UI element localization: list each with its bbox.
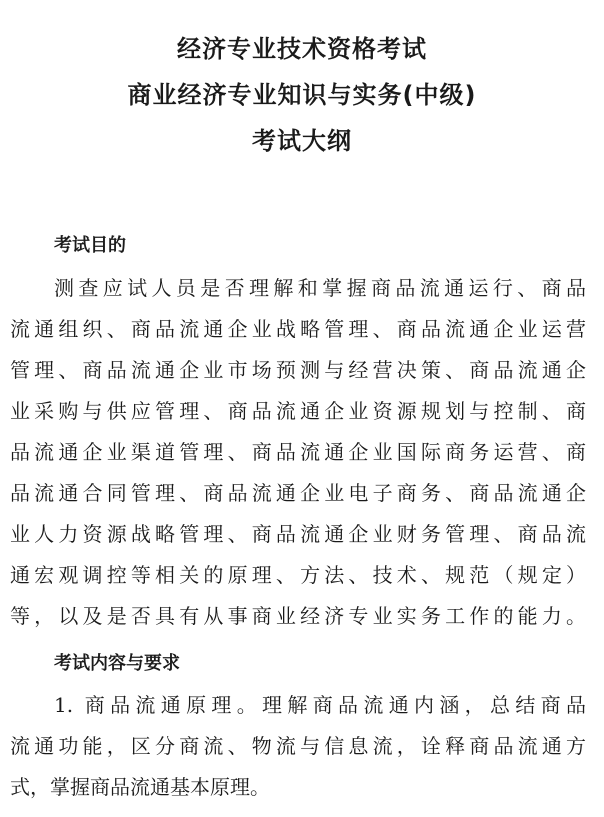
section-heading-content: 考试内容与要求 — [54, 653, 180, 674]
paragraph-line: 式，掌握商品流通基本原理。 — [10, 775, 270, 799]
paragraph-line: 1. 商品流通原理。理解商品流通内涵，总结商品 — [54, 693, 586, 717]
paragraph-line: 品流通合同管理、商品流通企业电子商务、商品流通企 — [10, 481, 586, 505]
section-heading-purpose: 考试目的 — [54, 235, 126, 256]
paragraph-line: 管理、商品流通企业市场预测与经营决策、商品流通企 — [10, 358, 586, 382]
title-line-1: 经济专业技术资格考试 — [177, 35, 427, 63]
paragraph-line: 流通组织、商品流通企业战略管理、商品流通企业运营 — [10, 317, 586, 341]
title-line-3: 考试大纲 — [252, 127, 352, 155]
paragraph-line: 品流通企业渠道管理、商品流通企业国际商务运营、商 — [10, 440, 586, 464]
paragraph-line: 流通功能，区分商流、物流与信息流，诠释商品流通方 — [10, 734, 586, 758]
document-title — [0, 26, 604, 164]
paragraph-line: 等，以及是否具有从事商业经济专业实务工作的能力。 — [10, 604, 586, 628]
paragraph-line: 业人力资源战略管理、商品流通企业财务管理、商品流 — [10, 522, 586, 546]
paragraph-line: 通宏观调控等相关的原理、方法、技术、规范（规定） — [10, 563, 586, 587]
paragraph-line: 业采购与供应管理、商品流通企业资源规划与控制、商 — [10, 399, 586, 423]
paragraph-line: 测查应试人员是否理解和掌握商品流通运行、商品 — [54, 276, 586, 300]
title-line-2: 商业经济专业知识与实务(中级) — [127, 81, 477, 109]
